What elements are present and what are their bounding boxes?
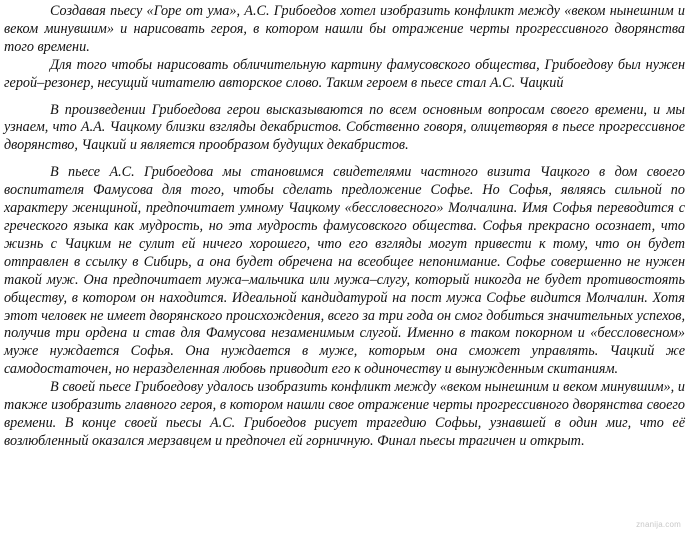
paragraph-conclusion: В своей пьесе Грибоедову удалось изобразить конфликт между «веком нынешним и веком минувшим», и также изобразить главного героя, в котором нашли свое отражение черты прогрессивного дворянства своего времени. В конце своей пьесы А.С. Грибоедов рисует трагедию Софьы, узнавшей в один миг, что её возлюбленный оказался мерзавцем и предпочел ей горничную. Финал пьесы трагичен и открыт. [4,379,685,449]
paragraph-intro: Создавая пьесу «Горе от ума», А.С. Грибоедов хотел изобразить конфликт между «веком нынешним и веком минувшим» и нарисовать героя, в котором нашли бы отражение черты прогрессивного дворянства того времени. [4,3,685,55]
paragraph-resonator: Для того чтобы нарисовать обличительную картину фамусовского общества, Грибоедову был нужен герой–резонер, несущий читателю авторское слово. Таким героем в пьесе стал А.С. Чацкий [4,56,685,91]
paragraph-sophia: В пьесе А.С. Грибоедова мы становимся свидетелями частного визита Чацкого в дом своего воспитателя Фамусова для того, чтобы сделать предложение Софье. Но Софья, являясь сильной по характеру женщиной, предпочитает умному Чацкому «бессловесного» Молчалина. Имя Софья переводится с греческого языка как мудрость, но эта мудрость фамусовского общества. Софья прекрасно осознает, что жизнь с Чацким не сулит ей ничего хорошего, что его взгляды могут привести к тому, что он будет отправлен в ссылку в Сибирь, а она будет обречена на всеобщее непонимание. Софье совершенно не нужен такой муж. Она предпочитает мужа–мальчика или мужа–слугу, который никогда не будет противостоять обществу, в котором он находится. Идеальной кандидатурой на пост мужа Софье видится Молчалин. Хотя этот человек не имеет дворянского происхождения, всего за три года он смог добиться значительных успехов, получив три ордена и став для Фамусова незаменимым слугой. Именно в таком покорном и «бессловесном» муже нуждается Софья. Она нуждается в муже, которым она сможет управлять. Чацкий же самодостаточен, но неразделенная любовь приводит его к одиночеству и вынужденным скитаниям. [4,164,685,378]
watermark: znanija.com [636,520,681,529]
paragraph-decembrists: В произведении Грибоедова герои высказываются по всем основным вопросам своего времени, и мы узнаем, что А.А. Чацкому близки взгляды декабристов. Собственно говоря, олицетворяя в пьесе прогрессивное дворянство, Чацкий и является прообразом будущих декабристов. [4,101,685,154]
essay-document [4,3,685,451]
